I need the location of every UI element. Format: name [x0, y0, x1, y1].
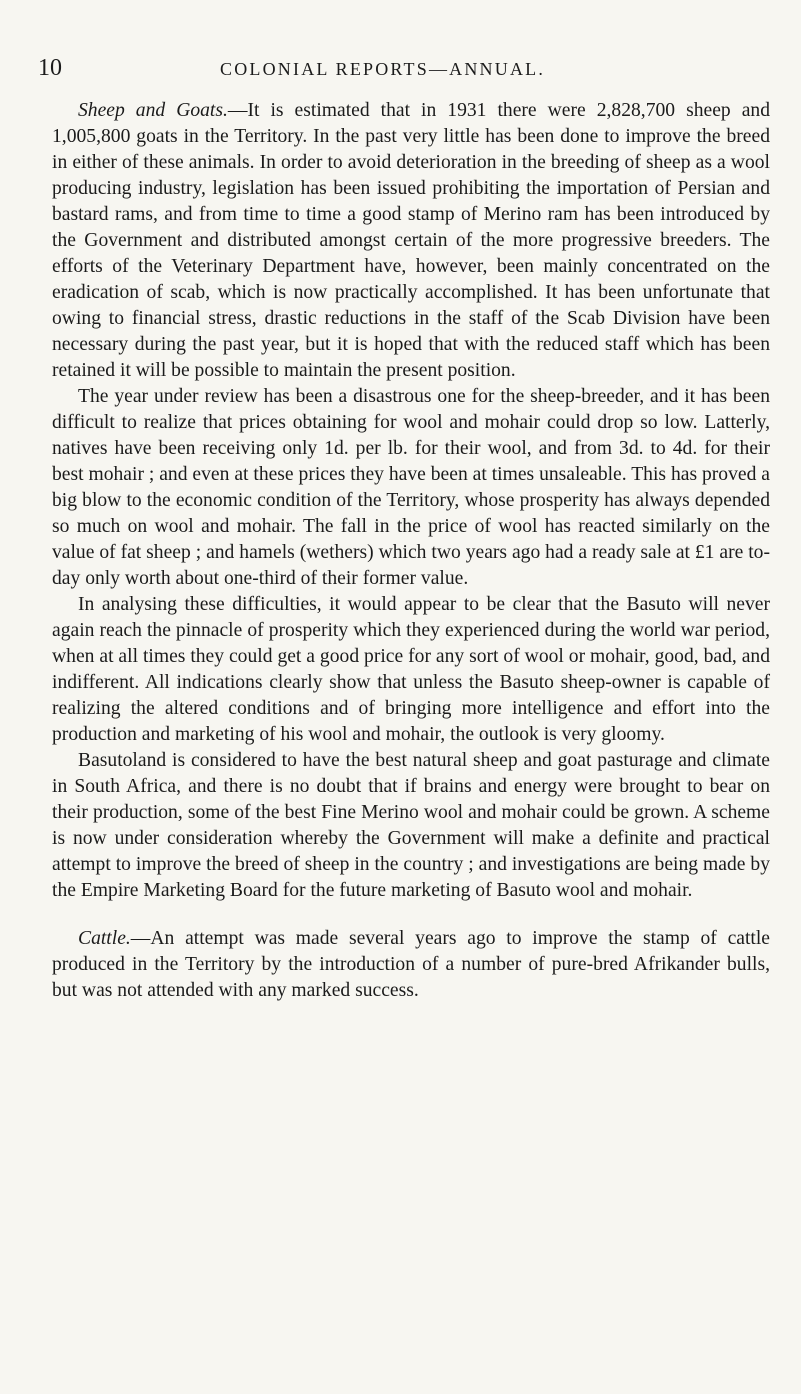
section-lead-cattle: Cattle.: [78, 928, 131, 949]
running-title: COLONIAL REPORTS—ANNUAL.: [220, 59, 546, 79]
section-lead-sheep-and-goats: Sheep and Goats.: [78, 100, 228, 121]
paragraph-text: In analysing these difficulties, it would appear to be clear that the Basuto will never again reach the pinnacle of prosperity which they experienced during the world war period, when at all times they could get a good price for any sort of wool or mohair, good, bad, and indifferent. All indications clearly show that unless the Basuto sheep-owner is capable of realizing the altered conditions and of bringing more intelligence and effort into the production and marketing of his wool and mohair, the outlook is very gloomy.: [52, 594, 770, 745]
paragraph-text: —An attempt was made several years ago to improve the stamp of cattle produced in the Territory by the introduction of a number of pure-bred Afrikander bulls, but was not attended with any marked success.: [52, 928, 770, 1001]
page-number: 10: [38, 55, 62, 81]
body-text: [52, 98, 770, 1004]
paragraph-text: The year under review has been a disastrous one for the sheep-breeder, and it has been difficult to realize that prices obtaining for wool and mohair could drop so low. Latterly, natives have been receiving only 1d. per lb. for their wool, and from 3d. to 4d. for their best mohair ; and even at these prices they have been at times unsaleable. This has proved a big blow to the economic condition of the Territory, whose prosperity has always depended so much on wool and mohair. The fall in the price of wool has reacted similarly on the value of fat sheep ; and hamels (wethers) which two years ago had a ready sale at £1 are to-day only worth about one-third of their former value.: [52, 386, 770, 589]
paragraph-wool-prices: [52, 384, 770, 592]
paragraph-sheep-and-goats: [52, 98, 770, 384]
paragraph-basutoland-pasturage: [52, 748, 770, 904]
paragraph-text: —It is estimated that in 1931 there were 2,828,700 sheep and 1,005,800 goats in the Territory. In the past very little has been done to improve the breed in either of these animals. In order to avoid deterioration in the breeding of sheep as a wool producing industry, legislation has been issued prohibiting the importation of Persian and bastard rams, and from time to time a good stamp of Merino ram has been introduced by the Government and distributed amongst certain of the more progressive breeders. The efforts of the Veterinary Department have, however, been mainly concentrated on the eradication of scab, which is now practically accomplished. It has been unfortunate that owing to financial stress, drastic reductions in the staff of the Scab Division have been necessary during the past year, but it is hoped that with the reduced staff which has been retained it will be possible to maintain the present position.: [52, 100, 771, 381]
paragraph-analysis: [52, 592, 770, 748]
paragraph-cattle: [52, 926, 770, 1004]
paragraph-text: Basutoland is considered to have the best natural sheep and goat pasturage and climate in South Africa, and there is no doubt that if brains and energy were brought to bear on their production, some of the best Fine Merino wool and mohair could be grown. A scheme is now under consideration whereby the Government will make a definite and practical attempt to improve the breed of sheep in the country ; and investigations are being made by the Empire Marketing Board for the future marketing of Basuto wool and mohair.: [52, 750, 770, 901]
